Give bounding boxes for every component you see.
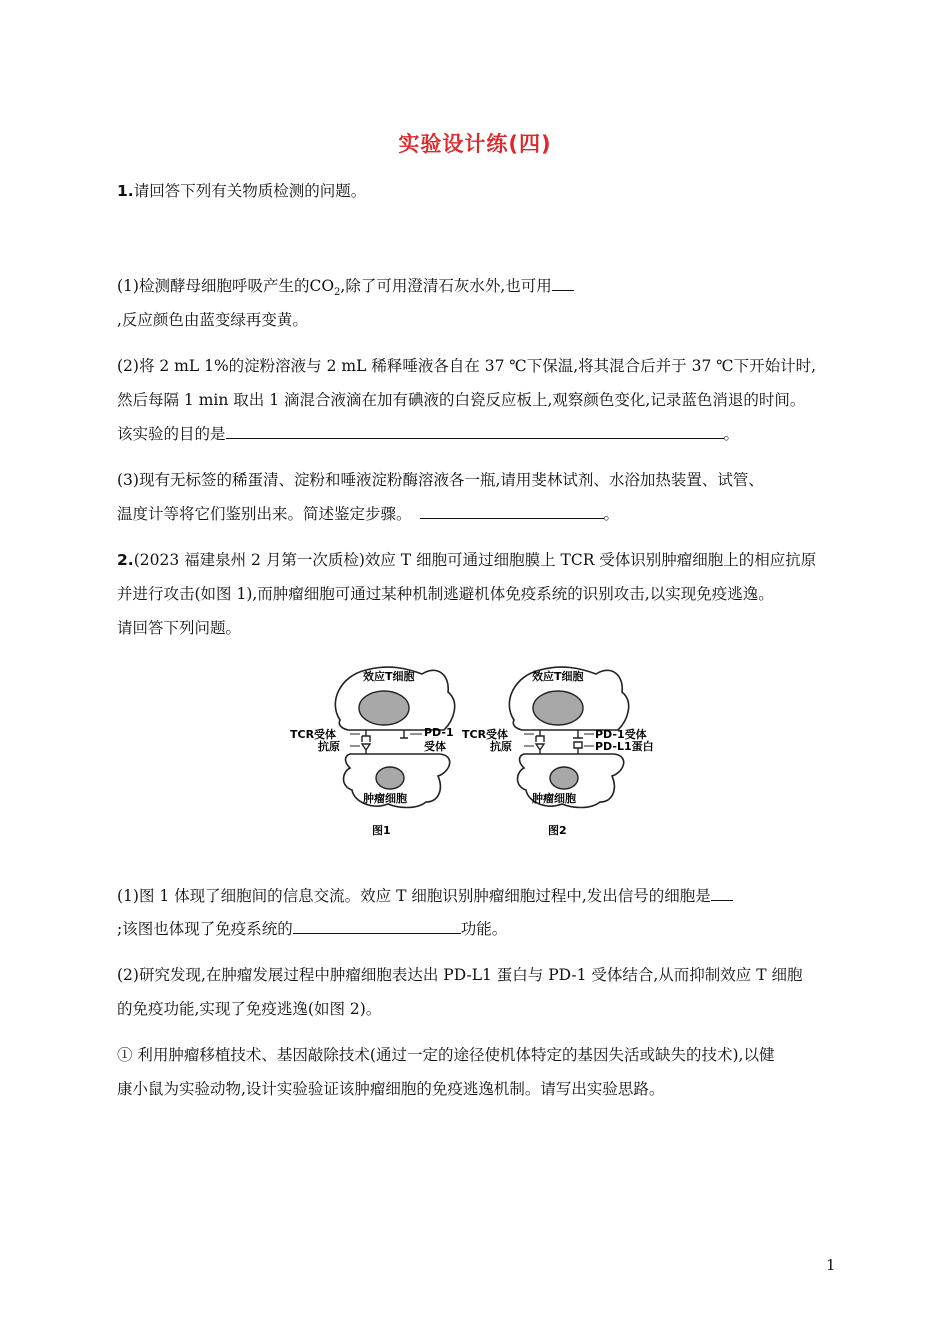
q2-stem-c: 请回答下列问题。 — [117, 619, 242, 637]
q2-part1-text-c: 功能。 — [460, 920, 508, 938]
fig2-pd1-label: PD-1受体 — [595, 728, 647, 741]
fig1-antigen — [362, 744, 370, 754]
q1-part2-line1 — [117, 355, 816, 377]
q2-stem-line3 — [117, 617, 241, 639]
q1-part3-blank[interactable] — [420, 503, 604, 519]
figure-1 — [290, 667, 455, 837]
q1-part2-blank[interactable] — [226, 423, 724, 439]
q2-part1-line1 — [117, 885, 733, 907]
q2-stem-line2 — [117, 583, 774, 605]
q2-part3-text-a: ① 利用肿瘤移植技术、基因敲除技术(通过一定的途径使机体特定的基因失活或缺失的技术),以健 — [117, 1046, 775, 1064]
q2-part3-line1 — [117, 1044, 774, 1066]
q2-part2-line1 — [117, 964, 803, 986]
fig2-tcell-label: 效应T细胞 — [532, 670, 584, 683]
fig1-tumor-nucleus — [376, 767, 404, 789]
q1-part1-text-b: ,除了可用澄清石灰水外,也可用 — [340, 277, 552, 295]
q1-part2-text-c: 该实验的目的是 — [117, 425, 226, 443]
fig1-antigen-label: 抗原 — [318, 740, 340, 753]
q1-number: 1. — [117, 182, 134, 200]
q2-stem-b: 并进行攻击(如图 1),而肿瘤细胞可通过某种机制逃避机体免疫系统的识别攻击,以实现免疫逃逸。 — [117, 585, 774, 603]
page-title: 实验设计练(四) — [398, 132, 552, 156]
q1-stem-line — [117, 180, 366, 202]
q1-part3-end: 。 — [603, 505, 620, 523]
q1-part3-text-b: 温度计等将它们鉴别出来。简述鉴定步骤。 — [117, 505, 412, 523]
q1-part2-line3 — [117, 423, 739, 445]
fig2-pdl1-label: PD-L1蛋白 — [595, 740, 654, 753]
fig2-tcr-receptor — [536, 730, 544, 742]
q1-part1-line — [117, 275, 574, 304]
q1-stem: 请回答下列有关物质检测的问题。 — [133, 182, 367, 200]
q1-part1-subscript: 2 — [334, 287, 341, 299]
q2-part1-text-b: ;该图也体现了免疫系统的 — [117, 920, 293, 938]
fig1-tcr-label: TCR受体 — [290, 728, 337, 741]
fig1-tcell-label: 效应T细胞 — [363, 670, 415, 683]
q1-part2-end: 。 — [723, 425, 740, 443]
fig1-caption: 图1 — [372, 824, 391, 837]
fig2-tcr-label: TCR受体 — [462, 728, 509, 741]
q1-part1-text-c: ,反应颜色由蓝变绿再变黄。 — [117, 311, 308, 329]
fig2-tumor-label: 肿瘤细胞 — [532, 792, 576, 805]
q2-part2-line2 — [117, 998, 381, 1020]
q2-part2-text-b: 的免疫功能,实现了免疫逃逸(如图 2)。 — [117, 1000, 382, 1018]
q1-part1-blank[interactable] — [552, 275, 574, 291]
q2-number: 2. — [117, 551, 134, 569]
immune-escape-figure — [288, 662, 678, 842]
q2-part1-text-a: (1)图 1 体现了细胞间的信息交流。效应 T 细胞识别肿瘤细胞过程中,发出信号的细胞是 — [117, 887, 711, 905]
fig2-tcell-nucleus — [533, 691, 583, 725]
fig2-pd1-receptor — [573, 730, 583, 738]
q2-stem-line1 — [117, 549, 816, 571]
fig1-pd1-receptor — [400, 730, 408, 738]
q1-part2-line2 — [117, 389, 805, 411]
q2-part3-text-b: 康小鼠为实验动物,设计实验验证该肿瘤细胞的免疫逃逸机制。请写出实验思路。 — [117, 1080, 665, 1098]
q2-part3-line2 — [117, 1078, 664, 1100]
q1-part1-text-a: (1)检测酵母细胞呼吸产生的CO — [117, 277, 335, 295]
figure-2 — [462, 667, 654, 837]
q1-part1-line2 — [117, 309, 308, 331]
q2-part1-blank-2[interactable] — [293, 918, 461, 934]
q2-part1-line2 — [117, 918, 507, 940]
q1-part3-line2 — [117, 503, 619, 525]
fig2-antigen — [536, 744, 544, 754]
fig2-pdl1-protein — [574, 742, 582, 754]
fig2-antigen-label: 抗原 — [490, 740, 512, 753]
page-number: 1 — [826, 1256, 836, 1274]
fig1-tcell-nucleus — [359, 691, 409, 725]
fig2-caption: 图2 — [548, 824, 567, 837]
q1-part2-text-a: (2)将 2 mL 1%的淀粉溶液与 2 mL 稀释唾液各自在 37 ℃下保温,将其混合后并于 37 ℃下开始计时, — [117, 357, 817, 375]
q2-part1-blank-1[interactable] — [711, 885, 733, 901]
fig1-pd1-label-2: 受体 — [424, 740, 446, 753]
q2-part2-text-a: (2)研究发现,在肿瘤发展过程中肿瘤细胞表达出 PD-L1 蛋白与 PD-1 受体结合,从而抑制效应 T 细胞 — [117, 966, 803, 984]
fig2-tumor-nucleus — [550, 767, 578, 789]
q1-part2-text-b: 然后每隔 1 min 取出 1 滴混合液滴在加有碘液的白瓷反应板上,观察颜色变化,记录蓝色消退的时间。 — [117, 391, 806, 409]
q1-part3-line1 — [117, 469, 764, 491]
fig1-pd1-label: PD-1 — [424, 726, 454, 739]
fig1-tumor-label: 肿瘤细胞 — [363, 792, 407, 805]
q2-stem-a: (2023 福建泉州 2 月第一次质检)效应 T 细胞可通过细胞膜上 TCR 受体识别肿瘤细胞上的相应抗原 — [133, 551, 817, 569]
fig1-tcr-receptor — [362, 730, 370, 742]
q1-part3-text-a: (3)现有无标签的稀蛋清、淀粉和唾液淀粉酶溶液各一瓶,请用斐林试剂、水浴加热装置、试管、 — [117, 471, 764, 489]
